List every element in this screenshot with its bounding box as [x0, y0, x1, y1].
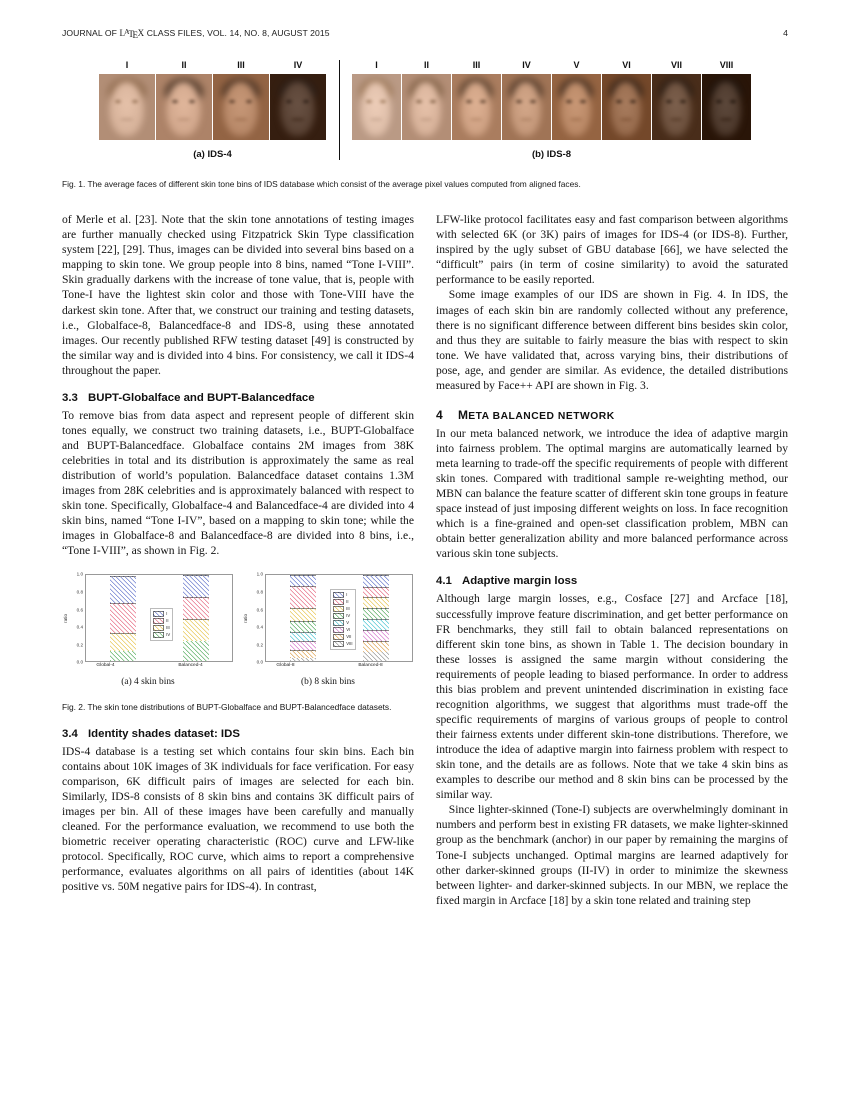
figure-1b-face-strip: [352, 74, 752, 140]
bar-segment: [290, 586, 316, 608]
legend-swatch: [153, 618, 164, 625]
bar-segment: [363, 619, 389, 630]
face-skin: [560, 82, 591, 136]
x-tick-label: Global-4: [96, 663, 115, 669]
section-title: BUPT-Globalface and BUPT-Balancedface: [88, 391, 315, 404]
stacked-bar: [110, 575, 136, 661]
figure-1a-bin-labels: [99, 60, 327, 74]
page-number: 4: [783, 28, 788, 39]
latex-logo: $L^ATEX$: [119, 28, 145, 40]
average-face-image: [402, 74, 451, 140]
journal-prefix: JOURNAL OF: [62, 28, 120, 39]
right-column: [436, 212, 788, 908]
average-face-image: [352, 74, 401, 140]
legend-swatch: [153, 632, 164, 639]
legend-swatch: [333, 606, 344, 613]
figure-1b-bin-labels: [352, 60, 752, 74]
legend-item: [153, 625, 170, 632]
bar-segment: [110, 576, 136, 604]
y-tick-label: 0.6: [76, 607, 83, 613]
face-skin: [280, 82, 316, 136]
figure-1-bin-label: V: [573, 59, 580, 70]
stacked-bar: [183, 575, 209, 661]
chart-a-y-ticks: [69, 571, 85, 665]
legend-item: [153, 618, 170, 625]
legend-label: IV: [166, 632, 171, 638]
bar-segment: [183, 575, 209, 597]
chart-a-y-axis-label: ratio: [63, 614, 68, 623]
y-tick-label: 1.0: [256, 571, 263, 577]
bar-segment: [363, 597, 389, 607]
legend-item: [333, 599, 352, 606]
x-tick-label: Global-8: [276, 663, 295, 669]
bar-segment: [110, 633, 136, 651]
average-face-image: [552, 74, 601, 140]
average-face-image: [702, 74, 751, 140]
figure-2-charts: [62, 571, 414, 688]
section-number: 3.4: [62, 727, 78, 740]
section-heading-3-4: [62, 728, 414, 740]
average-face-image: [213, 74, 269, 140]
paragraph-left-2: To remove bias from data aspect and represent people of different skin tones equally, we construct two training datasets, i.e., BUPT-Globalface and BUPT-Balancedface. Globalface contains 2M images from 38K celebrities in total and its distribution is approximately the same as real distribution of world’s population. Balancedface dataset contains 1.3M images from 28K celebrities and is approximately balanced with respect to skin tone. Specifically, Globalface-4 and Balancedface-4 are divided into 4 skin bins, named “Tone I-IV”, based on a mapping to skin tone; while the images in Globalface-8 and Balancedface-8 are divided into 8 bins, i.e., “Tone I-VIII”, as shown in Fig. 2.: [62, 408, 414, 558]
legend-label: IV: [346, 613, 351, 619]
section-title: Identity shades dataset: IDS: [88, 727, 240, 740]
chart-a-x-ticks: [63, 659, 233, 671]
journal-title: [62, 28, 330, 40]
bar-segment: [363, 630, 389, 640]
figure-1-group-a: [99, 60, 327, 160]
legend-item: [333, 620, 352, 627]
bar-segment: [290, 658, 316, 661]
face-skin: [710, 82, 741, 136]
chart-a-subcaption: (a) 4 skin bins: [121, 677, 175, 688]
face-skin: [166, 82, 202, 136]
face-skin: [109, 82, 145, 136]
bar-segment: [290, 621, 316, 632]
legend-label: I: [166, 611, 168, 617]
legend-label: VIII: [346, 641, 353, 647]
legend-label: I: [346, 592, 348, 598]
bar-segment: [363, 587, 389, 597]
legend-item: [333, 613, 352, 620]
figure-1a-subcaption: (a) IDS-4: [193, 148, 232, 160]
section-title-initial: M: [458, 407, 469, 422]
figure-1-row: [62, 60, 788, 160]
chart-b-subcaption: (b) 8 skin bins: [301, 677, 355, 688]
paragraph-right-5: Since lighter-skinned (Tone-I) subjects are overwhelmingly dominant in numbers and perform best in existing FR datasets, we make lighter-skinned group as the benchmark (anchor) in our paper by remaining the margins of Tone-I subjects unchanged. Optimal margins are learned adaptively for other darker-skinned groups (II-IV) in order to minimize the skewness between lighter- and darker-skinned subjects. In our MBN, we replace the fixed margin in Arcface [18] by a skin tone related and training step: [436, 803, 788, 907]
legend-item: [153, 611, 170, 618]
figure-1-group-b: [352, 60, 752, 160]
legend-item: [333, 627, 352, 634]
legend-swatch: [333, 620, 344, 627]
y-tick-label: 0.4: [76, 624, 83, 630]
face-skin: [410, 82, 441, 136]
legend-swatch: [333, 592, 344, 599]
bar-segment: [363, 652, 389, 661]
bar-segment: [290, 575, 316, 585]
legend-swatch: [333, 634, 344, 641]
legend-label: III: [346, 606, 350, 612]
section-title: ETA BALANCED NETWORK: [468, 410, 615, 422]
legend-item: [333, 606, 352, 613]
legend-swatch: [333, 599, 344, 606]
average-face-image: [502, 74, 551, 140]
face-skin: [610, 82, 641, 136]
legend-item: [333, 592, 352, 599]
chart-b-y-axis-label: ratio: [243, 614, 248, 623]
journal-suffix: CLASS FILES, VOL. 14, NO. 8, AUGUST 2015: [144, 28, 330, 39]
bar-segment: [183, 619, 209, 641]
figure-2-caption: Fig. 2. The skin tone distributions of BUPT-Globalface and BUPT-Balancedface datasets.: [62, 702, 392, 713]
figure-1: [62, 60, 788, 190]
x-tick-label: Balanced-4: [178, 663, 203, 669]
y-tick-label: 0.6: [256, 607, 263, 613]
legend-label: II: [166, 618, 169, 624]
average-face-image: [156, 74, 212, 140]
y-tick-label: 0.2: [256, 642, 263, 648]
figure-2: [62, 571, 414, 713]
section-number: 4.1: [436, 575, 452, 588]
figure-1-bin-label: III: [472, 59, 481, 70]
chart-a-plot: [85, 574, 233, 662]
legend-item: [153, 632, 170, 639]
average-face-image: [99, 74, 155, 140]
figure-1-caption: Fig. 1. The average faces of different skin tone bins of IDS database which consist of the average pixel values computed from aligned faces.: [62, 178, 581, 189]
bar-segment: [363, 641, 389, 652]
body-columns: [62, 212, 788, 908]
paragraph-right-2: Some image examples of our IDS are shown in Fig. 4. In IDS, the images of each skin bin are randomly collected without any preference, there is no significant difference between different bins besides skin color, and thus they are suitable to fairly measure the bias with respect to skin tone. We have validated that, across varying bins, their distributions of pose, age, and gender are similar. As evidence, the detailed distributions measured by Face++ API are shown in Fig. 3.: [436, 288, 788, 392]
figure-1-bin-label: I: [125, 59, 129, 70]
y-tick-label: 0.0: [76, 659, 83, 665]
bar-segment: [110, 651, 136, 662]
figure-1-bin-label: II: [181, 59, 187, 70]
legend-swatch: [333, 641, 344, 648]
legend-label: II: [346, 599, 349, 605]
y-tick-label: 0.4: [256, 624, 263, 630]
chart-8-skin-bins: [243, 571, 413, 688]
legend-label: VII: [346, 634, 352, 640]
face-skin: [510, 82, 541, 136]
chart-4-skin-bins: [63, 571, 233, 688]
chart-legend: [150, 608, 173, 641]
figure-1-bin-label: VII: [670, 59, 682, 70]
figure-1-bin-label: I: [375, 59, 378, 70]
section-title: Adaptive margin loss: [462, 575, 578, 588]
y-tick-label: 0.8: [256, 589, 263, 595]
chart-b-plot: [265, 574, 413, 662]
bar-segment: [183, 641, 209, 662]
face-skin: [660, 82, 691, 136]
chart-b-x-ticks: [243, 659, 413, 671]
average-face-image: [652, 74, 701, 140]
bar-segment: [290, 641, 316, 651]
legend-label: V: [346, 620, 350, 626]
chart-a-plot-area: [63, 571, 233, 665]
figure-1-bin-label: III: [237, 59, 245, 70]
section-heading-4: [436, 408, 788, 422]
bar-segment: [363, 575, 389, 586]
face-skin: [360, 82, 391, 136]
legend-item: [333, 641, 352, 648]
legend-label: VI: [346, 627, 351, 633]
bar-segment: [290, 608, 316, 622]
stacked-bar: [290, 575, 316, 661]
bar-segment: [290, 650, 316, 658]
section-number: 4: [436, 407, 443, 422]
stacked-bar: [363, 575, 389, 661]
y-tick-label: 0.2: [76, 642, 83, 648]
average-face-image: [452, 74, 501, 140]
section-heading-4-1: [436, 575, 788, 587]
paragraph-left-3: IDS-4 database is a testing set which contains four skin bins. Each bin contains about 10K images of 3K individuals for face verification. For easy comparison, 6K difficult pairs of images are selected for each bin. Similarly, IDS-8 consists of 8 skin bins and contains 3K difficult pairs of images per bin. All of these images have been carefully and manually cleaned. For the performance evaluation, we recommend to use both the biometric receiver operating characteristic (ROC) curve and LFW-like protocol. Specifically, ROC curve, which aims to report a comprehensive performance, evaluates algorithms on all pairs of identities (about 14K positive vs. 50M negative pairs for IDS-4). In contrast,: [62, 744, 414, 894]
running-head: [62, 28, 788, 46]
paragraph-right-4: Although large margin losses, e.g., Cosface [27] and Arcface [18], successfully improve feature discrimination, and get better performance on FR benchmarks, they still fail to obtain balanced representations on different skin tone bins, as shown in Table 1. The decision boundary in these losses is assigned the same margin without considering the requirements of people leading to biased performance. In order to address this bias problem and prevent unintended discrimination in existing face recognition algorithms, we suggest that algorithms must trade-off the specific requirements of margins of various groups of people to control their fairness extents under different skin-tone distributions. Therefore, we introduce the idea of adaptive margin into fairness problem with respect to skin tone, and the details are as follows. Note that we take 4 skin bins as examples to describe our method and 8 skin bins can be processed by the similar way.: [436, 592, 788, 802]
paragraph-right-1: LFW-like protocol facilitates easy and fast comparison between algorithms with selected 6K (or 3K) pairs of images for IDS-4 (or IDS-8). Further, inspired by the ugly subset of GBU database [66], we have selected the “difficult” pairs (in term of cosine similarity) to avoid the saturated performance to be easily reported.: [436, 213, 788, 287]
legend-item: [333, 634, 352, 641]
bar-segment: [363, 608, 389, 619]
legend-swatch: [333, 613, 344, 620]
legend-swatch: [153, 625, 164, 632]
paragraph-right-3: In our meta balanced network, we introduce the idea of adaptive margin into fairness problem. The optimal margins are automatically learned by meta learning to trade-off the specific requirements of people with different skin tones. Compared with traditional sample re-weighting method, our MBN can balance the feature scatter of different skin tone groups in feature space instead of just imposing different weights on loss. In face recognition which is a fine-grained and open-set classification problem, MBN can obtain better generalization ability and more balanced performance across various skin tone subjects.: [436, 426, 788, 561]
bar-segment: [290, 632, 316, 640]
y-tick-label: 0.8: [76, 589, 83, 595]
figure-1-bin-label: IV: [522, 59, 531, 70]
chart-b-plot-area: [243, 571, 413, 665]
y-tick-label: 0.0: [256, 659, 263, 665]
face-skin: [223, 82, 259, 136]
average-face-image: [602, 74, 651, 140]
left-column: [62, 212, 414, 908]
face-skin: [460, 82, 491, 136]
paragraph-left-1: of Merle et al. [23]. Note that the skin tone annotations of testing images are further manually checked using Fitzpatrick Skin Type classification system [22], [29]. Thus, images can be divided into several bins based on a mapping to skin tone. We group people into 8 bins, named “Tone I-VIII”. Skin gradually darkens with the increase of tone value, that is, people with Tone-I have the lightest skin color and those with Tone-VIII have the darkest skin tone. After that, we construct our training and testing datasets, i.e., Globalface-8, Balancedface-8 and IDS-8, using these annotated images. Our recently published RFW testing dataset [49] is constructed by the similar way and is divided into 4 bins. For consistency, we call it IDS-4 throughout the paper.: [62, 213, 414, 377]
figure-1-divider: [339, 60, 340, 160]
section-heading-3-3: [62, 392, 414, 404]
average-face-image: [270, 74, 326, 140]
figure-1-bin-label: II: [423, 59, 429, 70]
legend-label: III: [166, 625, 170, 631]
figure-1-bin-label: VI: [622, 59, 631, 70]
legend-swatch: [153, 611, 164, 618]
section-number: 3.3: [62, 391, 78, 404]
bar-segment: [183, 597, 209, 619]
chart-legend: [330, 589, 355, 650]
figure-1-bin-label: IV: [293, 59, 303, 70]
figure-1a-face-strip: [99, 74, 327, 140]
chart-b-y-ticks: [249, 571, 265, 665]
bar-segment: [110, 603, 136, 633]
y-tick-label: 1.0: [76, 571, 83, 577]
x-tick-label: Balanced-8: [358, 663, 383, 669]
figure-1-bin-label: VIII: [719, 59, 734, 70]
legend-swatch: [333, 627, 344, 634]
figure-1b-subcaption: (b) IDS-8: [531, 148, 572, 160]
